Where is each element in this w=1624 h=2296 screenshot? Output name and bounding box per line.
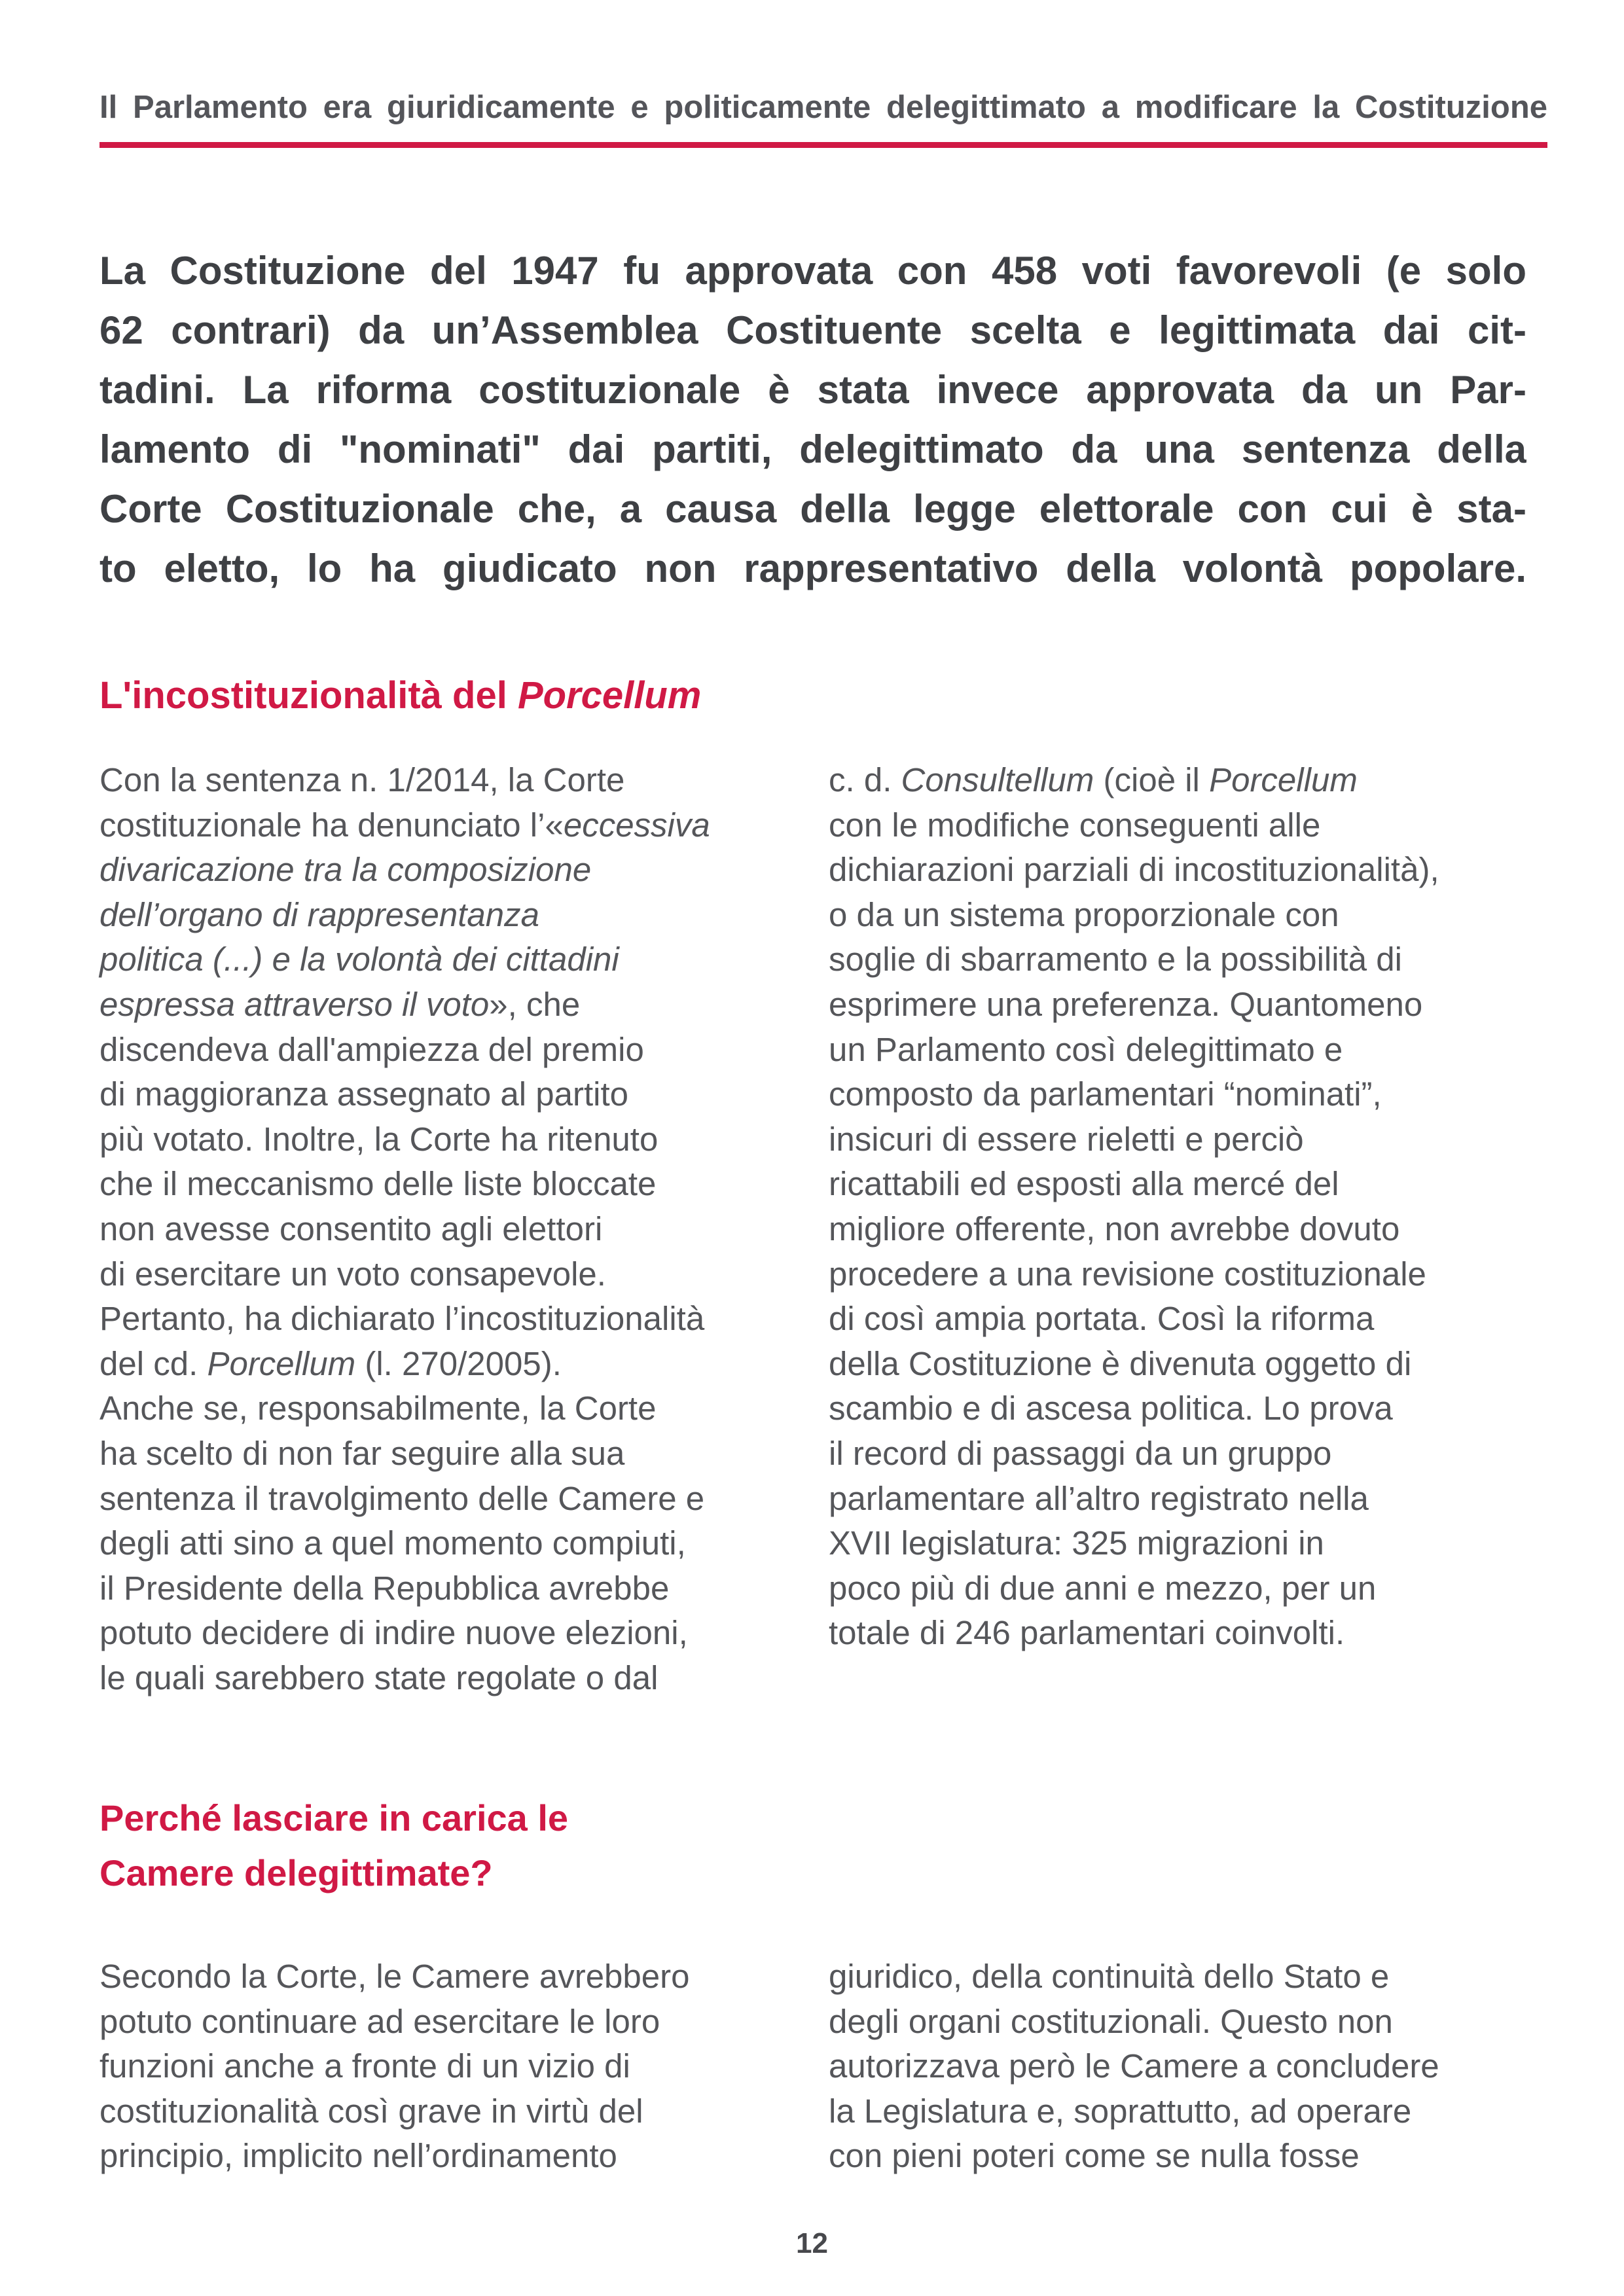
body-column-right-bottom	[829, 1954, 1549, 2179]
text-line: degli organi costituzionali. Questo non	[829, 2002, 1393, 2040]
section-heading-plain-text: L'incostituzionalità del	[99, 674, 518, 717]
text-line: Corte Costituzionale che, a causa della legge elettorale con cui è sta-	[99, 487, 1526, 531]
text-line: autorizzava però le Camere a concludere	[829, 2047, 1439, 2085]
text-line: il record di passaggi da un gruppo	[829, 1434, 1332, 1472]
text-line: principio, implicito nell’ordinamento	[99, 2137, 617, 2175]
text-line: con le modifiche conseguenti alle	[829, 806, 1321, 844]
text-line: giuridico, della continuità dello Stato e	[829, 1958, 1390, 1995]
text-line: Secondo la Corte, le Camere avrebbero	[99, 1958, 690, 1995]
text-line: c. d. Consultellum (cioè il Porcellum	[829, 761, 1358, 798]
text-line: un Parlamento così delegittimato e	[829, 1030, 1343, 1068]
body-column-left-bottom	[99, 1954, 800, 2179]
text-line: ricattabili ed esposti alla mercé del	[829, 1165, 1339, 1203]
text-line: le quali sarebbero state regolate o dal	[99, 1659, 659, 1696]
text-line: potuto decidere di indire nuove elezioni,	[99, 1614, 688, 1652]
text-line: potuto continuare ad esercitare le loro	[99, 2002, 660, 2040]
text-line: del cd. Porcellum (l. 270/2005).	[99, 1344, 562, 1382]
intro-paragraph	[99, 241, 1526, 598]
text-line: Pertanto, ha dichiarato l’incostituzionalità	[99, 1300, 705, 1338]
section-heading-incostituzionalita	[99, 674, 701, 717]
text-line: sentenza il travolgimento delle Camere e	[99, 1479, 705, 1517]
text-line: costituzionalità così grave in virtù del	[99, 2092, 643, 2130]
body-column-left-top	[99, 758, 800, 1700]
text-line: funzioni anche a fronte di un vizio di	[99, 2047, 630, 2085]
text-line: 62 contrari) da un’Assemblea Costituente scelta e legittimata dai cit-	[99, 308, 1526, 352]
text-line: che il meccanismo delle liste bloccate	[99, 1165, 657, 1203]
text-line: di maggioranza assegnato al partito	[99, 1075, 629, 1113]
text-line: espressa attraverso il voto», che	[99, 985, 581, 1023]
body-column-right-top	[829, 758, 1549, 1656]
page-number: 12	[796, 2227, 828, 2259]
section-heading-perche-lasciare	[99, 1791, 568, 1901]
page-header-title: Il Parlamento era giuridicamente e politicamente delegittimato a modificare la Costituzione	[99, 90, 1547, 125]
text-line: totale di 246 parlamentari coinvolti.	[829, 1614, 1345, 1652]
text-line: costituzionale ha denunciato l’«eccessiva	[99, 806, 710, 844]
text-line: con pieni poteri come se nulla fosse	[829, 2137, 1360, 2175]
text-line: esprimere una preferenza. Quantomeno	[829, 985, 1423, 1023]
text-line: Camere delegittimate?	[99, 1852, 493, 1893]
text-line: della Costituzione è divenuta oggetto di	[829, 1344, 1412, 1382]
text-line: di così ampia portata. Così la riforma	[829, 1300, 1375, 1338]
section-heading-italic-text: Porcellum	[517, 674, 702, 717]
text-line: divaricazione tra la composizione	[99, 851, 592, 889]
text-line: dell’organo di rappresentanza	[99, 895, 539, 933]
text-line: Anche se, responsabilmente, la Corte	[99, 1390, 657, 1427]
text-line: il Presidente della Repubblica avrebbe	[99, 1569, 670, 1607]
text-line: degli atti sino a quel momento compiuti,	[99, 1524, 686, 1562]
text-line: poco più di due anni e mezzo, per un	[829, 1569, 1377, 1607]
text-line: scambio e di ascesa politica. Lo prova	[829, 1390, 1393, 1427]
text-line: dichiarazioni parziali di incostituzionalità),	[829, 851, 1439, 889]
text-line: tadini. La riforma costituzionale è stata invece approvata da un Par-	[99, 368, 1526, 412]
text-line: discendeva dall'ampiezza del premio	[99, 1030, 644, 1068]
header-rule-divider	[99, 142, 1547, 148]
text-line: Perché lasciare in carica le	[99, 1797, 569, 1839]
text-line: non avesse consentito agli elettori	[99, 1210, 603, 1247]
text-line: Con la sentenza n. 1/2014, la Corte	[99, 761, 625, 798]
text-line: più votato. Inoltre, la Corte ha ritenuto	[99, 1120, 659, 1158]
text-line: parlamentare all’altro registrato nella	[829, 1479, 1369, 1517]
text-line: La Costituzione del 1947 fu approvata con 458 voti favorevoli (e solo	[99, 249, 1526, 293]
text-line: insicuri di essere rieletti e perciò	[829, 1120, 1304, 1158]
text-line: lamento di "nominati" dai partiti, delegittimato da una sentenza della	[99, 427, 1526, 471]
text-line: migliore offerente, non avrebbe dovuto	[829, 1210, 1400, 1247]
text-line: soglie di sbarramento e la possibilità di	[829, 941, 1402, 978]
text-line: o da un sistema proporzionale con	[829, 895, 1339, 933]
text-line: di esercitare un voto consapevole.	[99, 1255, 606, 1293]
text-line: ha scelto di non far seguire alla sua	[99, 1434, 625, 1472]
text-line: to eletto, lo ha giudicato non rappresentativo della volontà popolare.	[99, 547, 1526, 590]
text-line: politica (...) e la volontà dei cittadini	[99, 941, 619, 978]
text-line: composto da parlamentari “nominati”,	[829, 1075, 1382, 1113]
text-line: XVII legislatura: 325 migrazioni in	[829, 1524, 1324, 1562]
text-line: procedere a una revisione costituzionale	[829, 1255, 1426, 1293]
text-line: la Legislatura e, soprattutto, ad operare	[829, 2092, 1412, 2130]
